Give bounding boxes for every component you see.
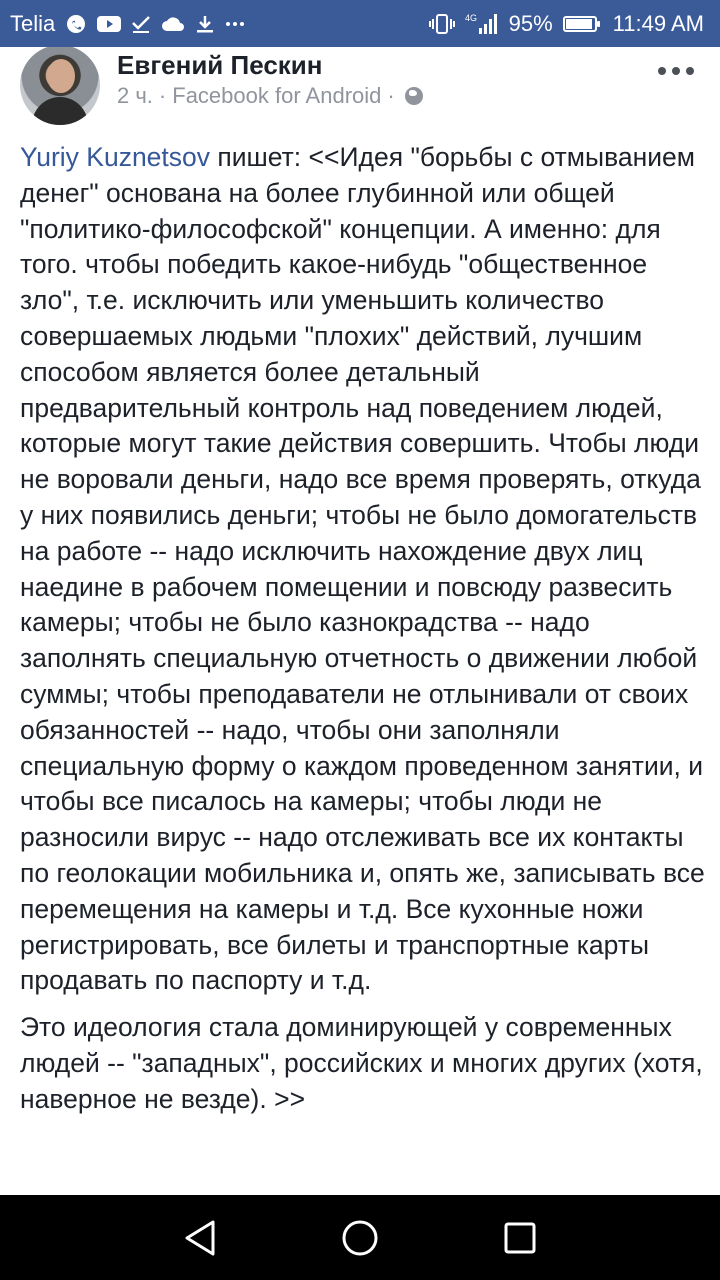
svg-text:4G: 4G [464,12,477,23]
author-avatar[interactable] [20,47,100,125]
meta-separator-2: · [387,83,395,108]
clock: 11:49 AM [612,10,704,36]
post-time[interactable]: 2 ч. [117,83,153,108]
vibrate-icon [429,13,455,35]
youtube-icon [97,15,121,33]
status-bar [0,0,720,47]
home-button[interactable] [336,1214,384,1262]
battery-percent: 95% [508,10,553,36]
whatsapp-icon [65,13,87,35]
download-icon [195,14,215,34]
feed-post [0,47,720,1195]
more-notifications-icon [225,21,245,27]
recent-apps-square-icon [503,1221,537,1255]
signal-4g-icon [465,12,499,36]
battery-fill [566,19,593,29]
check-icon [131,14,151,34]
globe-icon[interactable] [405,87,423,105]
carrier-name: Telia [10,10,56,36]
home-circle-icon [341,1219,379,1257]
post-paragraph-2: Это идеология стала доминирующей у современных людей -- "западных", российских и многих других (хотя, наверное не везде). >> [20,1012,703,1114]
back-triangle-icon [183,1219,217,1257]
post-body [20,140,706,1129]
status-bar-left [10,0,245,47]
recent-apps-button[interactable] [496,1214,544,1262]
status-bar-right [429,0,704,47]
mention-link[interactable]: Yuriy Kuznetsov [20,142,211,172]
more-dots-icon [658,67,666,75]
more-dots-icon [686,67,694,75]
paragraph-1-text: пишет: <<Идея "борьбы с отмыванием денег" основана на более глубинной или общей "политико-философской" концепции. А именно: для того. чтобы победить какое-нибудь "общественное зло", т.е. исключить или уменьшить количество совершаемых людьми "плохих" действий, лучшим способом является более детальный предварительный контроль над поведением людей, которые могут такие действия совершить. Чтобы люди не воровали деньги, надо все время проверять, откуда у них появились деньги; чтобы не было домогательств на работе -- надо исключить нахождение двух лиц наедине в рабочем помещении и повсюду развесить камеры; чтобы не было казнокрадства -- надо заполнять специальную отчетность о движении любой суммы; чтобы преподаватели не отлынивали от своих обязанностей -- надо, чтобы они заполняли специальную форму о каждом проведенном занятии, и чтобы все писалось на камеры; чтобы люди не разносили вирус -- надо отслеживать все их контакты по геолокации мобильника и, опять же, записывать все перемещения на камеры и т.д. Все кухонные ножи регистрировать, все билеты и транспортные карты продавать по паспорту и т.д. [20,142,705,996]
more-dots-icon [672,67,680,75]
avatar-shirt [32,97,88,125]
android-nav-bar [0,1195,720,1280]
post-source: Facebook for Android [172,83,382,108]
battery-icon [563,16,597,32]
back-button[interactable] [176,1214,224,1262]
more-options-button[interactable] [658,65,694,77]
cloud-icon [161,16,185,32]
post-paragraph-1 [20,140,706,999]
author-name[interactable]: Евгений Пескин [117,50,323,80]
post-meta [117,83,423,109]
avatar-face [47,59,75,93]
meta-separator: · [158,83,167,108]
